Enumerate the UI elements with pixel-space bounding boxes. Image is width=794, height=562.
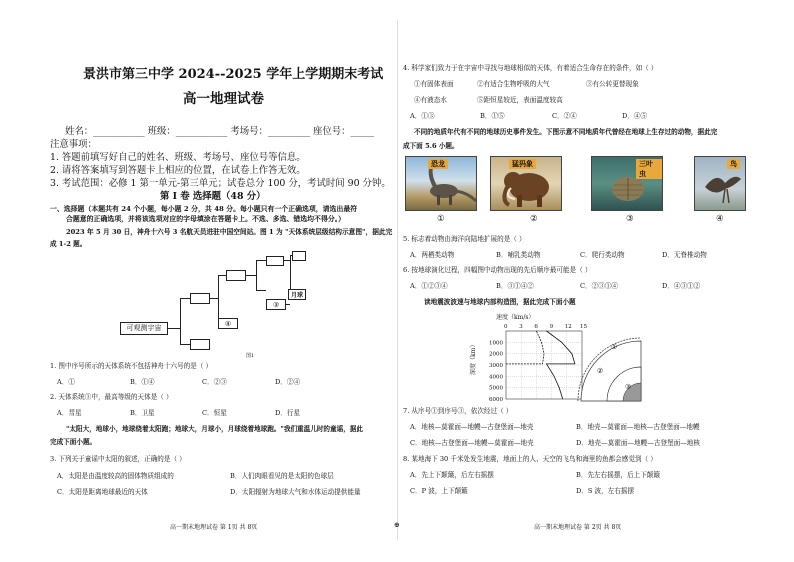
q3-option-b: B．人们肉眼看见的是太阳的色球层 (230, 472, 334, 480)
q1-option-c: C．②③ (202, 378, 227, 386)
q5-option-a: A．两栖类动物 (410, 251, 455, 259)
box-node-2 (190, 339, 210, 350)
box-node-3-upper (226, 270, 246, 281)
layer-label: ③ (625, 383, 632, 391)
passage2-line-a: "太阳大，地球小，地球绕着太阳跑；地球大，月球小，月球绕着地球跑。"我们重温儿时的童谣，据此 (66, 425, 363, 433)
footer-right: 高一期末地理试卷 第 2页 共 8页 (534, 524, 622, 531)
q1-option-d: D．②④ (275, 378, 301, 386)
box-node-1 (190, 293, 210, 304)
q6-option-c: C．②③①④ (580, 282, 619, 290)
photo-dinosaur (405, 156, 477, 211)
q7-option-a: A．地核—莫霍面—地幔—古登堡面—地壳 (410, 423, 534, 431)
x-tick-label: 6 (534, 324, 538, 330)
instruction-line-a: 一、选择题（本题共有 24 个小题，每小题 2 分，共 48 分。每小题只有一个正确选项，请选出最符 (50, 205, 358, 213)
q3-option-c: C．太阳是距离地球最近的天体 (57, 488, 148, 496)
q8-option-b: B．先左右摇摆，后上下颠簸 (576, 471, 660, 479)
exam-title: 景洪市第三中学 2024--2025 学年上学期期末考试 (83, 67, 384, 82)
notes-heading: 注意事项： (50, 139, 97, 150)
q5-option-d: D．无脊椎动物 (662, 251, 707, 259)
q4-option-c: C．②④ (552, 112, 577, 120)
q1-option-a: A．① (57, 378, 75, 386)
series-line-1 (506, 331, 544, 364)
page-divider (397, 20, 398, 540)
y-tick-label: 3000 (489, 363, 503, 369)
box-observable-universe: 可观测宇宙 (120, 322, 168, 335)
y-tick-label: 6000 (489, 397, 503, 403)
photo-number-4: ④ (716, 214, 724, 224)
q3-option-a: A．太阳是由温度较高的固体物质组成的 (57, 472, 174, 480)
q8-option-d: D．S 波，左右摇摆 (576, 487, 635, 495)
passage3-line-b: 成下面 5.6 小题。 (403, 142, 459, 150)
note-3: 3. 考试范围：必修 1 第一单元-第三单元；试卷总分 100 分，考试时间 90 分钟。 (50, 178, 391, 189)
photo-bird (694, 156, 746, 211)
instruction-line-b: 合题意的正确选项，并将该选项对应的字母填涂在答题卡上。不选、多选、错选均不得分。） (66, 215, 346, 223)
q7-option-c: C．地核—古登堡面—地幔—莫霍面—地壳 (410, 439, 534, 447)
q8-stem: 8. 某地海下 30 千米处发生地震，地面上的人、天空的飞鸟和海里的鱼都会感觉到（ ） (403, 455, 657, 463)
x-tick-label: 9 (549, 324, 554, 330)
box-node-6 (292, 251, 306, 261)
q6-option-d: D．④③①② (662, 282, 701, 290)
photo-label-mammoth: 猛犸象 (509, 159, 536, 169)
box-node-5 (266, 256, 284, 266)
x-tick-label: 0 (504, 324, 508, 330)
q2-option-c: C．恒星 (202, 409, 227, 417)
y-tick-label: 1000 (489, 340, 503, 347)
photo-number-3: ③ (626, 214, 634, 224)
figure-caption: 图1 (246, 353, 255, 359)
seismic-wave-chart (466, 311, 642, 405)
q4-condition-5: ⑤距恒星较近，表面温度较高 (477, 96, 563, 104)
photo-label-bird: 鸟 (727, 159, 740, 169)
q4-stem: 4. 科学家们致力于在宇宙中寻找与地球相似的天体，有着适合生命存在的条件，如（ ） (403, 64, 658, 72)
q6-stem: 6. 按地球演化过程，四幅图中动物出现的先后顺序最可能是（ ） (403, 266, 592, 274)
photo-number-2: ② (530, 214, 538, 224)
q1-option-b: B．①④ (130, 378, 155, 386)
chart-ylabel: 深度（km） (470, 341, 477, 375)
q8-option-c: C．P 波，上下颠簸 (410, 487, 468, 495)
chart-xlabel: 速度（km/s） (496, 314, 535, 321)
y-tick-label: 5000 (489, 385, 503, 392)
q5-option-c: C．爬行类动物 (580, 251, 625, 259)
x-tick-label: 12 (564, 324, 572, 330)
q2-stem: 2. 天体系统③中，最高等级的天体是（ ） (50, 393, 173, 401)
q4-condition-3: ③有公转更替现象 (586, 80, 639, 88)
y-tick-label: 4000 (489, 374, 503, 381)
q6-option-b: B．③①④② (496, 282, 534, 290)
q2-option-b: B．卫星 (130, 409, 155, 417)
photo-number-1: ① (437, 214, 445, 224)
q4-option-b: B．①⑤ (480, 112, 505, 120)
layer-label: ② (597, 367, 604, 375)
q4-option-a: A．①③ (410, 112, 435, 120)
q1-stem: 1. 图中序号所示的天体系统不包括神舟十六号的是（ ） (50, 362, 213, 370)
q4-condition-1: ①有固体表面 (414, 80, 454, 88)
exam-subtitle: 高一地理试卷 (183, 91, 264, 107)
passage2-line-b: 完成下面小题。 (50, 438, 97, 446)
q4-option-d: D．④⑤ (622, 112, 648, 120)
photo-trilobite (591, 156, 663, 211)
q6-option-a: A．①②③④ (410, 282, 448, 290)
q8-option-a: A．先上下颠簸，后左右摇摆 (410, 471, 494, 479)
student-info-line: 姓名：___________ 班级：___________ 考场号：_________ 座位号：_____ (65, 126, 374, 137)
x-tick-label: 3 (519, 324, 523, 330)
context-line-b: 成 1-2 题。 (50, 240, 87, 248)
footer-center-mark: ⊕ (394, 521, 400, 529)
footer-left: 高一期末地理试卷 第 1页 共 8页 (170, 524, 258, 531)
photo-label-trilobite: 三叶虫 (636, 159, 662, 179)
q7-option-d: D．地壳—莫霍面—地幔—古登堡面—地核 (576, 439, 700, 447)
box-node-3: ③ (266, 299, 286, 310)
y-tick-label: 2000 (489, 351, 503, 358)
box-node-4: ④ (218, 318, 238, 329)
q7-option-b: B．地壳—莫霍面—地核—古登堡面—地幔 (576, 423, 700, 431)
q3-stem: 3. 下列关于童谣中太阳的叙述，正确的是（ ） (50, 455, 186, 463)
note-2: 2. 请将答案填写到答题卡上相应的位置，在试卷上作答无效。 (50, 165, 306, 176)
q3-option-d: D．太阳辐射为地球大气和水体运动提供能量 (230, 488, 361, 496)
photo-label-dinosaur: 恐龙 (428, 159, 448, 169)
layer-label: ① (611, 343, 618, 351)
q4-condition-2: ②有适合生物呼吸的大气 (477, 80, 550, 88)
q2-option-d: D．行星 (275, 409, 301, 417)
context-line-a: 2023 年 5 月 30 日，神舟十六号 3 名航天员进驻中国空间站。图 1 为 "天体系统层级结构示意图"，据此完 (66, 228, 393, 236)
passage4-line: 读地震波波速与地球内部构造图，据此完成下面小题 (424, 298, 576, 306)
note-1: 1. 答题前填写好自己的姓名、班级、考场号、座位号等信息。 (50, 152, 306, 163)
q4-condition-4: ④有液态水 (414, 96, 447, 104)
photo-mammoth (490, 156, 562, 211)
q2-option-a: A．彗星 (57, 409, 82, 417)
passage3-line-a: 不同的地质年代有不同的地球历史事件发生。下图示意不同地质年代曾经在地球上生存过的动物，据此完 (414, 128, 718, 136)
q7-stem: 7. 从序号①到序号③，依次经过（ ） (403, 407, 513, 415)
q5-option-b: B．哺乳类动物 (496, 251, 541, 259)
box-moon: 月球 (288, 289, 306, 300)
section-title: 第 I 卷 选择题（48 分） (160, 191, 266, 202)
q5-stem: 5. 标志着动物由海洋向陆地扩展的是（ ） (403, 235, 526, 243)
x-tick-label: 15 (580, 324, 587, 330)
